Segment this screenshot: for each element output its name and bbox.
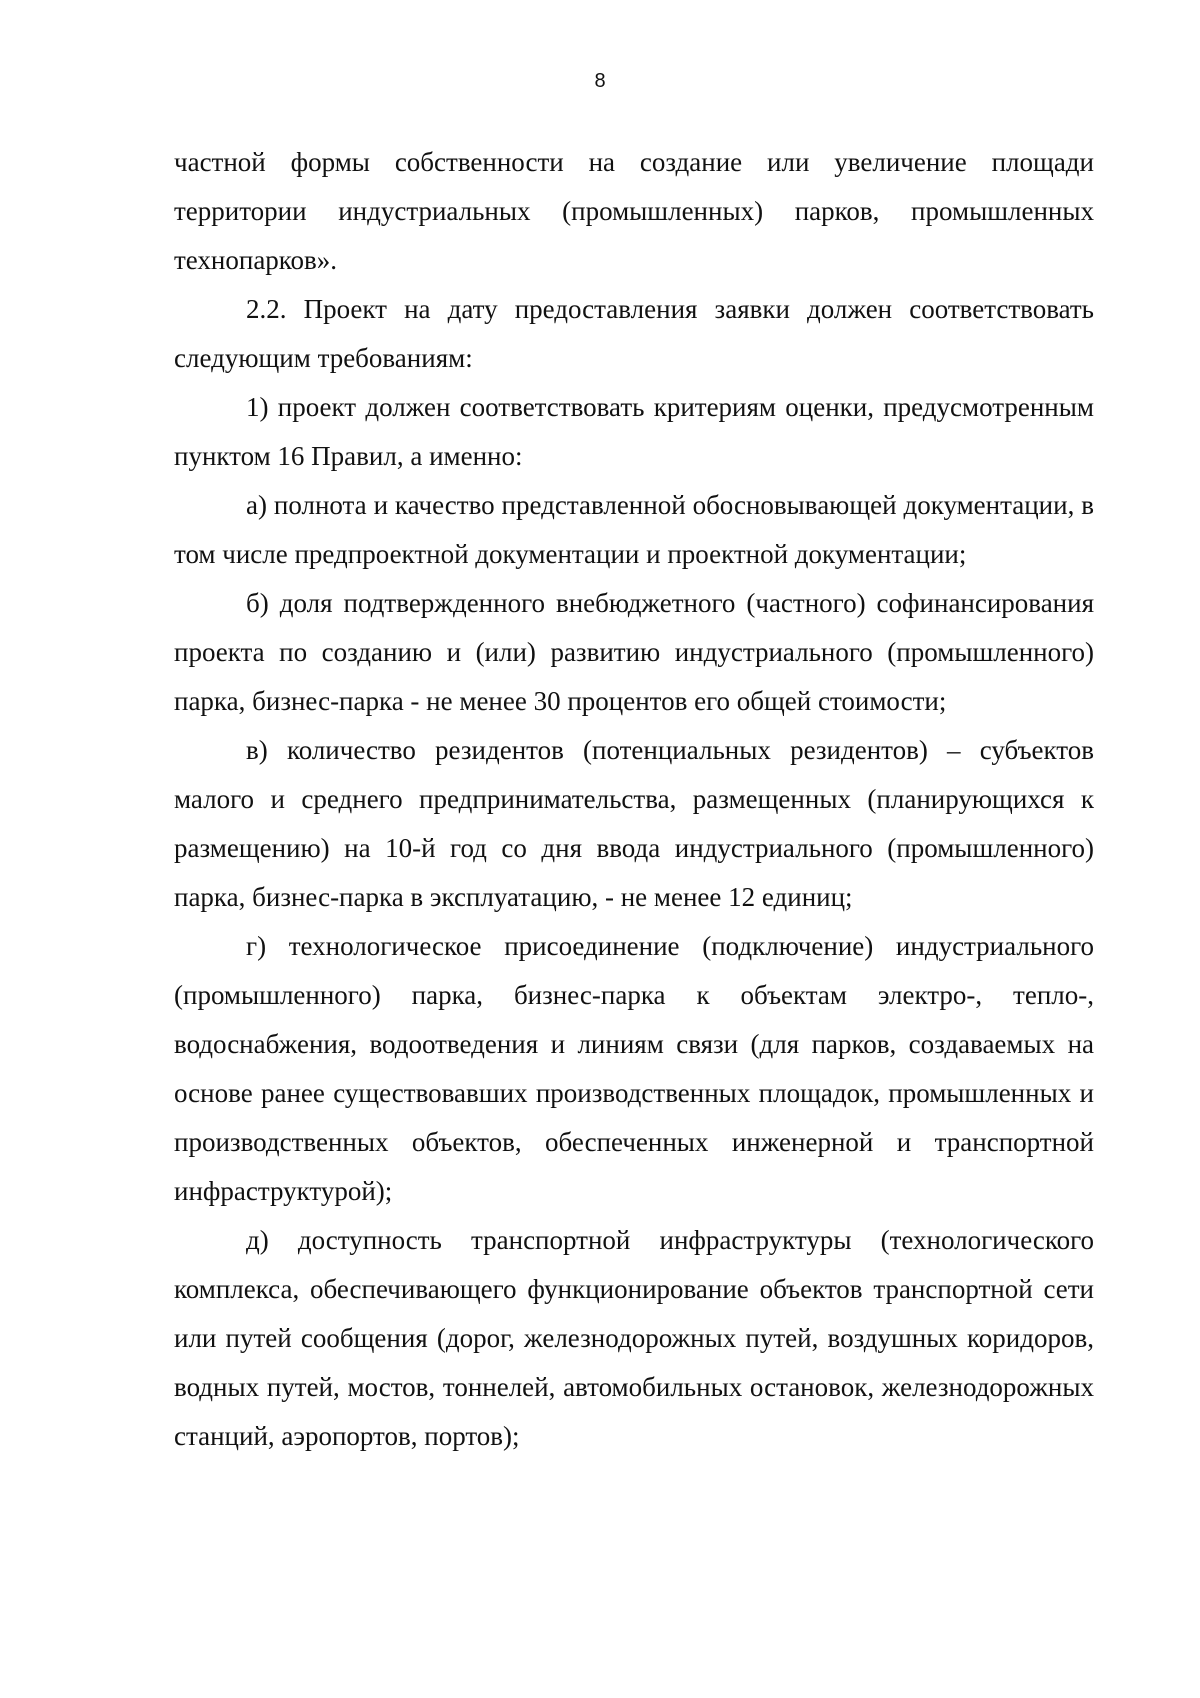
paragraph-section-2-2: 2.2. Проект на дату предоставления заявки должен соответствовать следующим требованиям: (174, 294, 1094, 373)
paragraph-item-b: б) доля подтвержденного внебюджетного (частного) софинансирования проекта по созданию и (или) развитию индустриального (промышленного) парка, бизнес-парка - не менее 30 процентов его общей стоимости; (174, 588, 1094, 716)
page-number: 8 (594, 70, 606, 92)
paragraph-continuation: частной формы собственности на создание или увеличение площади территории индустриальных (промышленных) парков, промышленных технопарков». (174, 147, 1094, 275)
paragraph-item-d: д) доступность транспортной инфраструктуры (технологического комплекса, обеспечивающего функционирование объектов транспортной сети или путей сообщения (дорог, железнодорожных путей, воздушных коридоров, водных путей, мостов, тоннелей, автомобильных остановок, железнодорожных станций, аэропортов, портов); (174, 1225, 1094, 1451)
paragraph-item-v: в) количество резидентов (потенциальных резидентов) – субъектов малого и среднего предпринимательства, размещенных (планирующихся к размещению) на 10-й год со дня ввода индустриального (промышленного) парка, бизнес-парка в эксплуатацию, - не менее 12 единиц; (174, 735, 1094, 912)
paragraph-item-a: а) полнота и качество представленной обосновывающей документации, в том числе предпроектной документации и проектной документации; (174, 490, 1094, 569)
document-body (174, 138, 1094, 1461)
paragraph-item-g: г) технологическое присоединение (подключение) индустриального (промышленного) парка, бизнес-парка к объектам электро-, тепло-, водоснабжения, водоотведения и линиям связи (для парков, создаваемых на основе ранее существовавших производственных площадок, промышленных и производственных объектов, обеспеченных инженерной и транспортной инфраструктурой); (174, 931, 1094, 1206)
paragraph-item-1: 1) проект должен соответствовать критериям оценки, предусмотренным пунктом 16 Правил, а именно: (174, 392, 1094, 471)
